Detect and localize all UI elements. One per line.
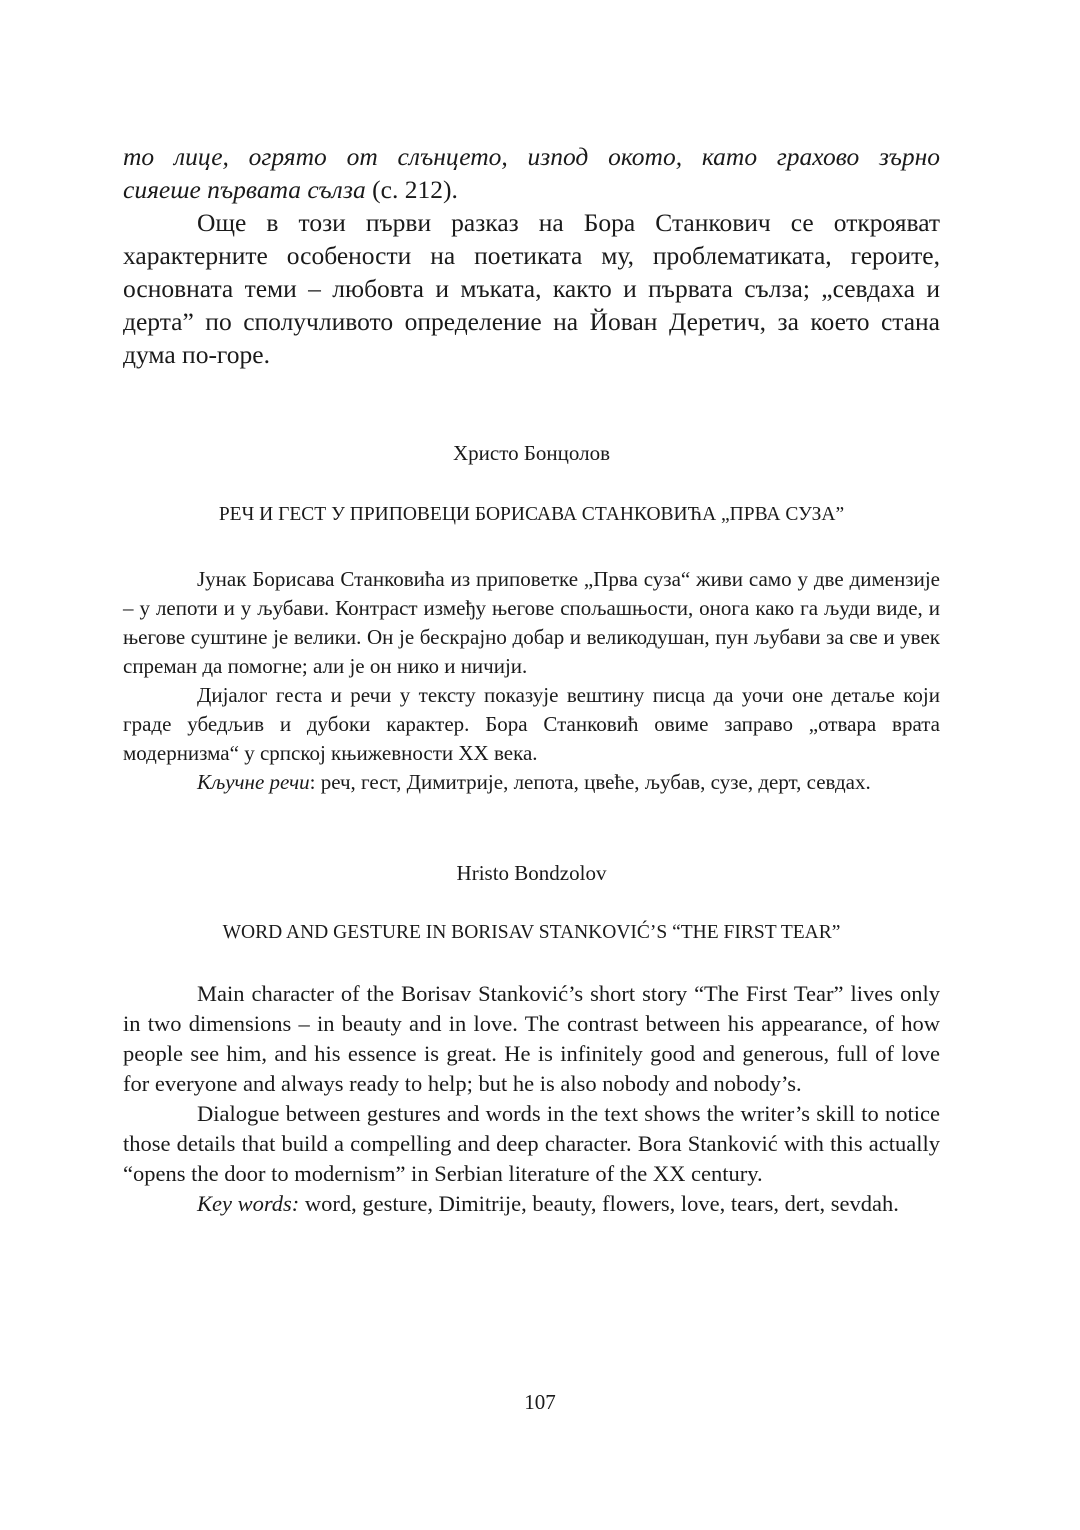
english-paragraph-1: Main character of the Borisav Stanković’s short story “The First Tear” lives only in two dimensions – in beauty and in love. The contrast between his appearance, of how people see him, and his essence is great. He is infinitely good and generous, full of love for everyone and always ready to help; but he is also nobody and nobody’s. <box>123 981 940 1096</box>
quote-italic: сияеше първата сълза <box>123 175 366 204</box>
serbian-title: РЕЧ И ГЕСТ У ПРИПОВЕЦИ БОРИСАВА СТАНКОВИЋА „ПРВА СУЗА” <box>218 504 845 525</box>
english-title: WORD AND GESTURE IN BORISAV STANKOVIĆ’S “THE FIRST TEAR” <box>222 922 841 943</box>
english-keywords-label: Key words: <box>197 1191 300 1216</box>
page-body <box>123 140 940 1219</box>
english-keywords <box>123 1189 940 1219</box>
english-keywords-list: word, gesture, Dimitrije, beauty, flowers, love, tears, dert, sevdah. <box>299 1191 899 1216</box>
serbian-paragraph-1: Јунак Борисава Станковића из приповетке „Прва суза“ живи само у две димензије – у лепоти и у љубави. Контраст између његове спољашњости, онога како га људи виде, и његове суштине је велики. Он је бескрајно добар и великодушан, пун љубави за све и увек спреман да помогне; али је он нико и ничији. <box>123 567 940 678</box>
bulgarian-paragraph: Още в този първи разказ на Бора Станкович се открояват характерните особености на поетиката му, проблематиката, героите, основната теми – любовта и мъката, както и първата сълза; „севдаха и дерта” по сполучливото определение на Йован Деретич, за което стана дума по-горе. <box>123 208 940 369</box>
serbian-keywords-list: : реч, гест, Димитрије, лепота, цвеће, љубав, сузе, дерт, севдах. <box>309 770 871 794</box>
english-author: Hristo Bondzolov <box>456 861 607 885</box>
quote-line-2 <box>123 173 940 206</box>
quote-line-1: то лице, огрято от слънцето, изпод окото, като грахово зърно <box>123 142 940 171</box>
english-paragraph-2: Dialogue between gestures and words in the text shows the writer’s skill to notice those details that build a compelling and deep character. Bora Stanković with this actually “opens the door to modernism” in Serbian literature of the XX century. <box>123 1101 940 1186</box>
serbian-keywords <box>123 768 940 797</box>
page-number: 107 <box>524 1390 556 1414</box>
quote-reference: (с. 212). <box>365 175 458 204</box>
serbian-author: Христо Бонцолов <box>452 441 611 465</box>
serbian-keywords-label: Кључне речи <box>197 770 310 794</box>
serbian-paragraph-2: Дијалог геста и речи у тексту показује вештину писца да уочи оне детаље који граде убедљив и дубоки карактер. Бора Станковић овиме заправо „отвара врата модернизма“ у српској књижевности XX века. <box>123 683 940 765</box>
